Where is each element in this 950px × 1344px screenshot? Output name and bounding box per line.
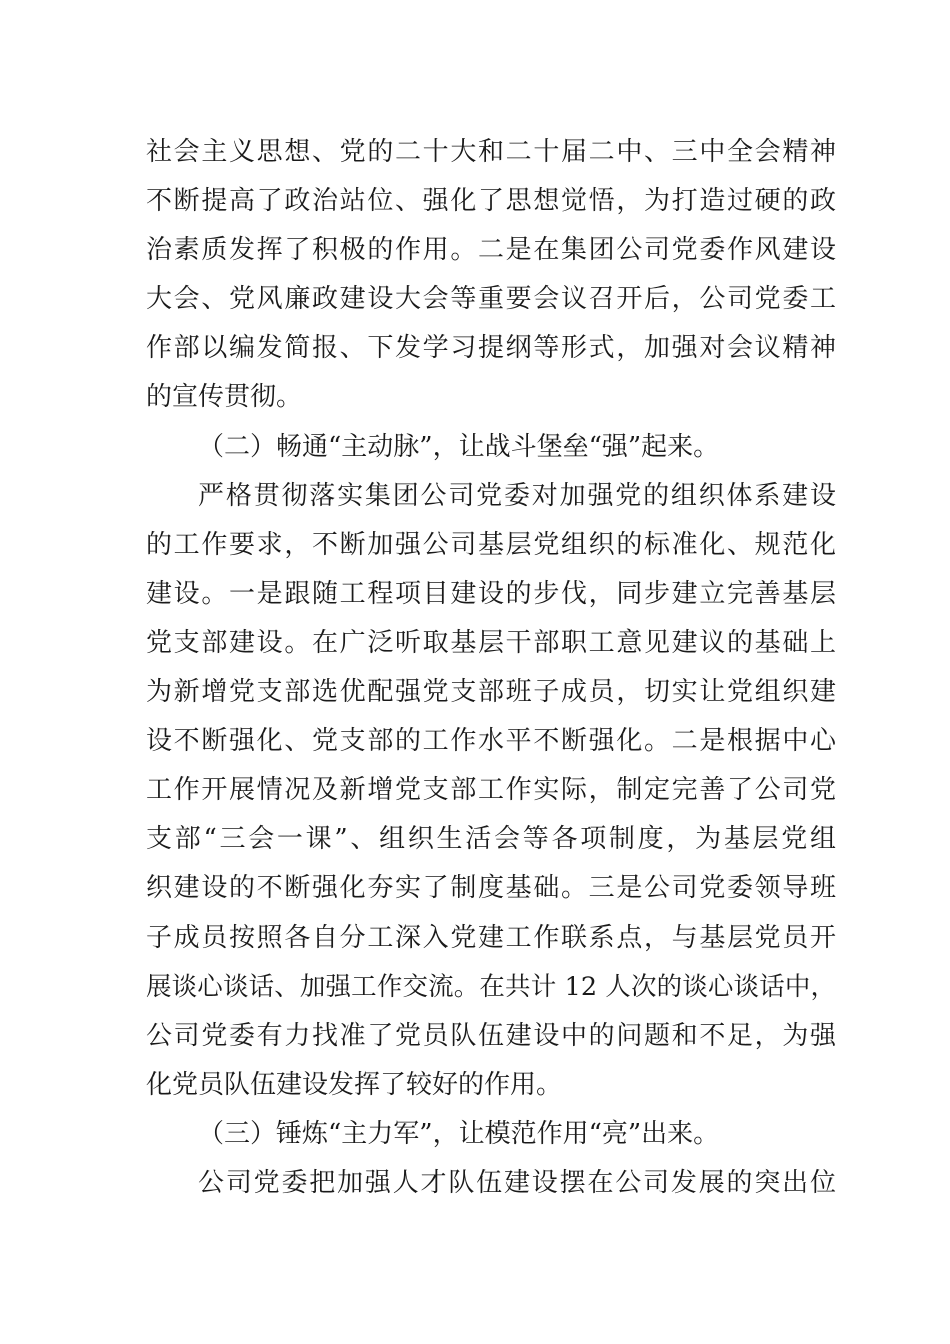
text-line: 不断提高了政治站位、强化了思想觉悟，为打造过硬的政 xyxy=(146,186,836,217)
text-line: 为新增党支部选优配强党支部班子成员，切实让党组织建 xyxy=(146,677,836,708)
text-line: 展谈心谈话、加强工作交流。在共计 12 人次的谈心谈话中， xyxy=(146,971,836,1002)
text-line: 严格贯彻落实集团公司党委对加强党的组织体系建设 xyxy=(198,480,836,511)
text-line: 党支部建设。在广泛听取基层干部职工意见建议的基础上 xyxy=(146,627,836,658)
text-line: 的宣传贯彻。 xyxy=(146,382,303,413)
text-line: 公司党委有力找准了党员队伍建设中的问题和不足，为强 xyxy=(146,1020,836,1051)
text-line: 公司党委把加强人才队伍建设摆在公司发展的突出位 xyxy=(198,1167,836,1198)
section-heading: （三）锤炼“主力军”，让模范作用“亮”出来。 xyxy=(198,1118,720,1149)
section-heading: （二）畅通“主动脉”，让战斗堡垒“强”起来。 xyxy=(198,431,720,462)
text-line: 作部以编发简报、下发学习提纲等形式，加强对会议精神 xyxy=(146,333,836,364)
text-line: 的工作要求，不断加强公司基层党组织的标准化、规范化 xyxy=(146,529,836,560)
text-line: 支部“三会一课”、组织生活会等各项制度，为基层党组 xyxy=(146,824,836,855)
text-line: 化党员队伍建设发挥了较好的作用。 xyxy=(146,1069,563,1100)
text-line: 治素质发挥了积极的作用。二是在集团公司党委作风建设 xyxy=(146,235,836,266)
text-line: 建设。一是跟随工程项目建设的步伐，同步建立完善基层 xyxy=(146,578,836,609)
body-text xyxy=(146,128,836,1208)
text-line: 工作开展情况及新增党支部工作实际，制定完善了公司党 xyxy=(146,775,836,806)
text-line: 织建设的不断强化夯实了制度基础。三是公司党委领导班 xyxy=(146,873,836,904)
text-line: 子成员按照各自分工深入党建工作联系点，与基层党员开 xyxy=(146,922,836,953)
text-line: 大会、党风廉政建设大会等重要会议召开后，公司党委工 xyxy=(146,284,836,315)
text-line: 设不断强化、党支部的工作水平不断强化。二是根据中心 xyxy=(146,726,836,757)
text-line: 社会主义思想、党的二十大和二十届二中、三中全会精神 xyxy=(146,137,836,167)
